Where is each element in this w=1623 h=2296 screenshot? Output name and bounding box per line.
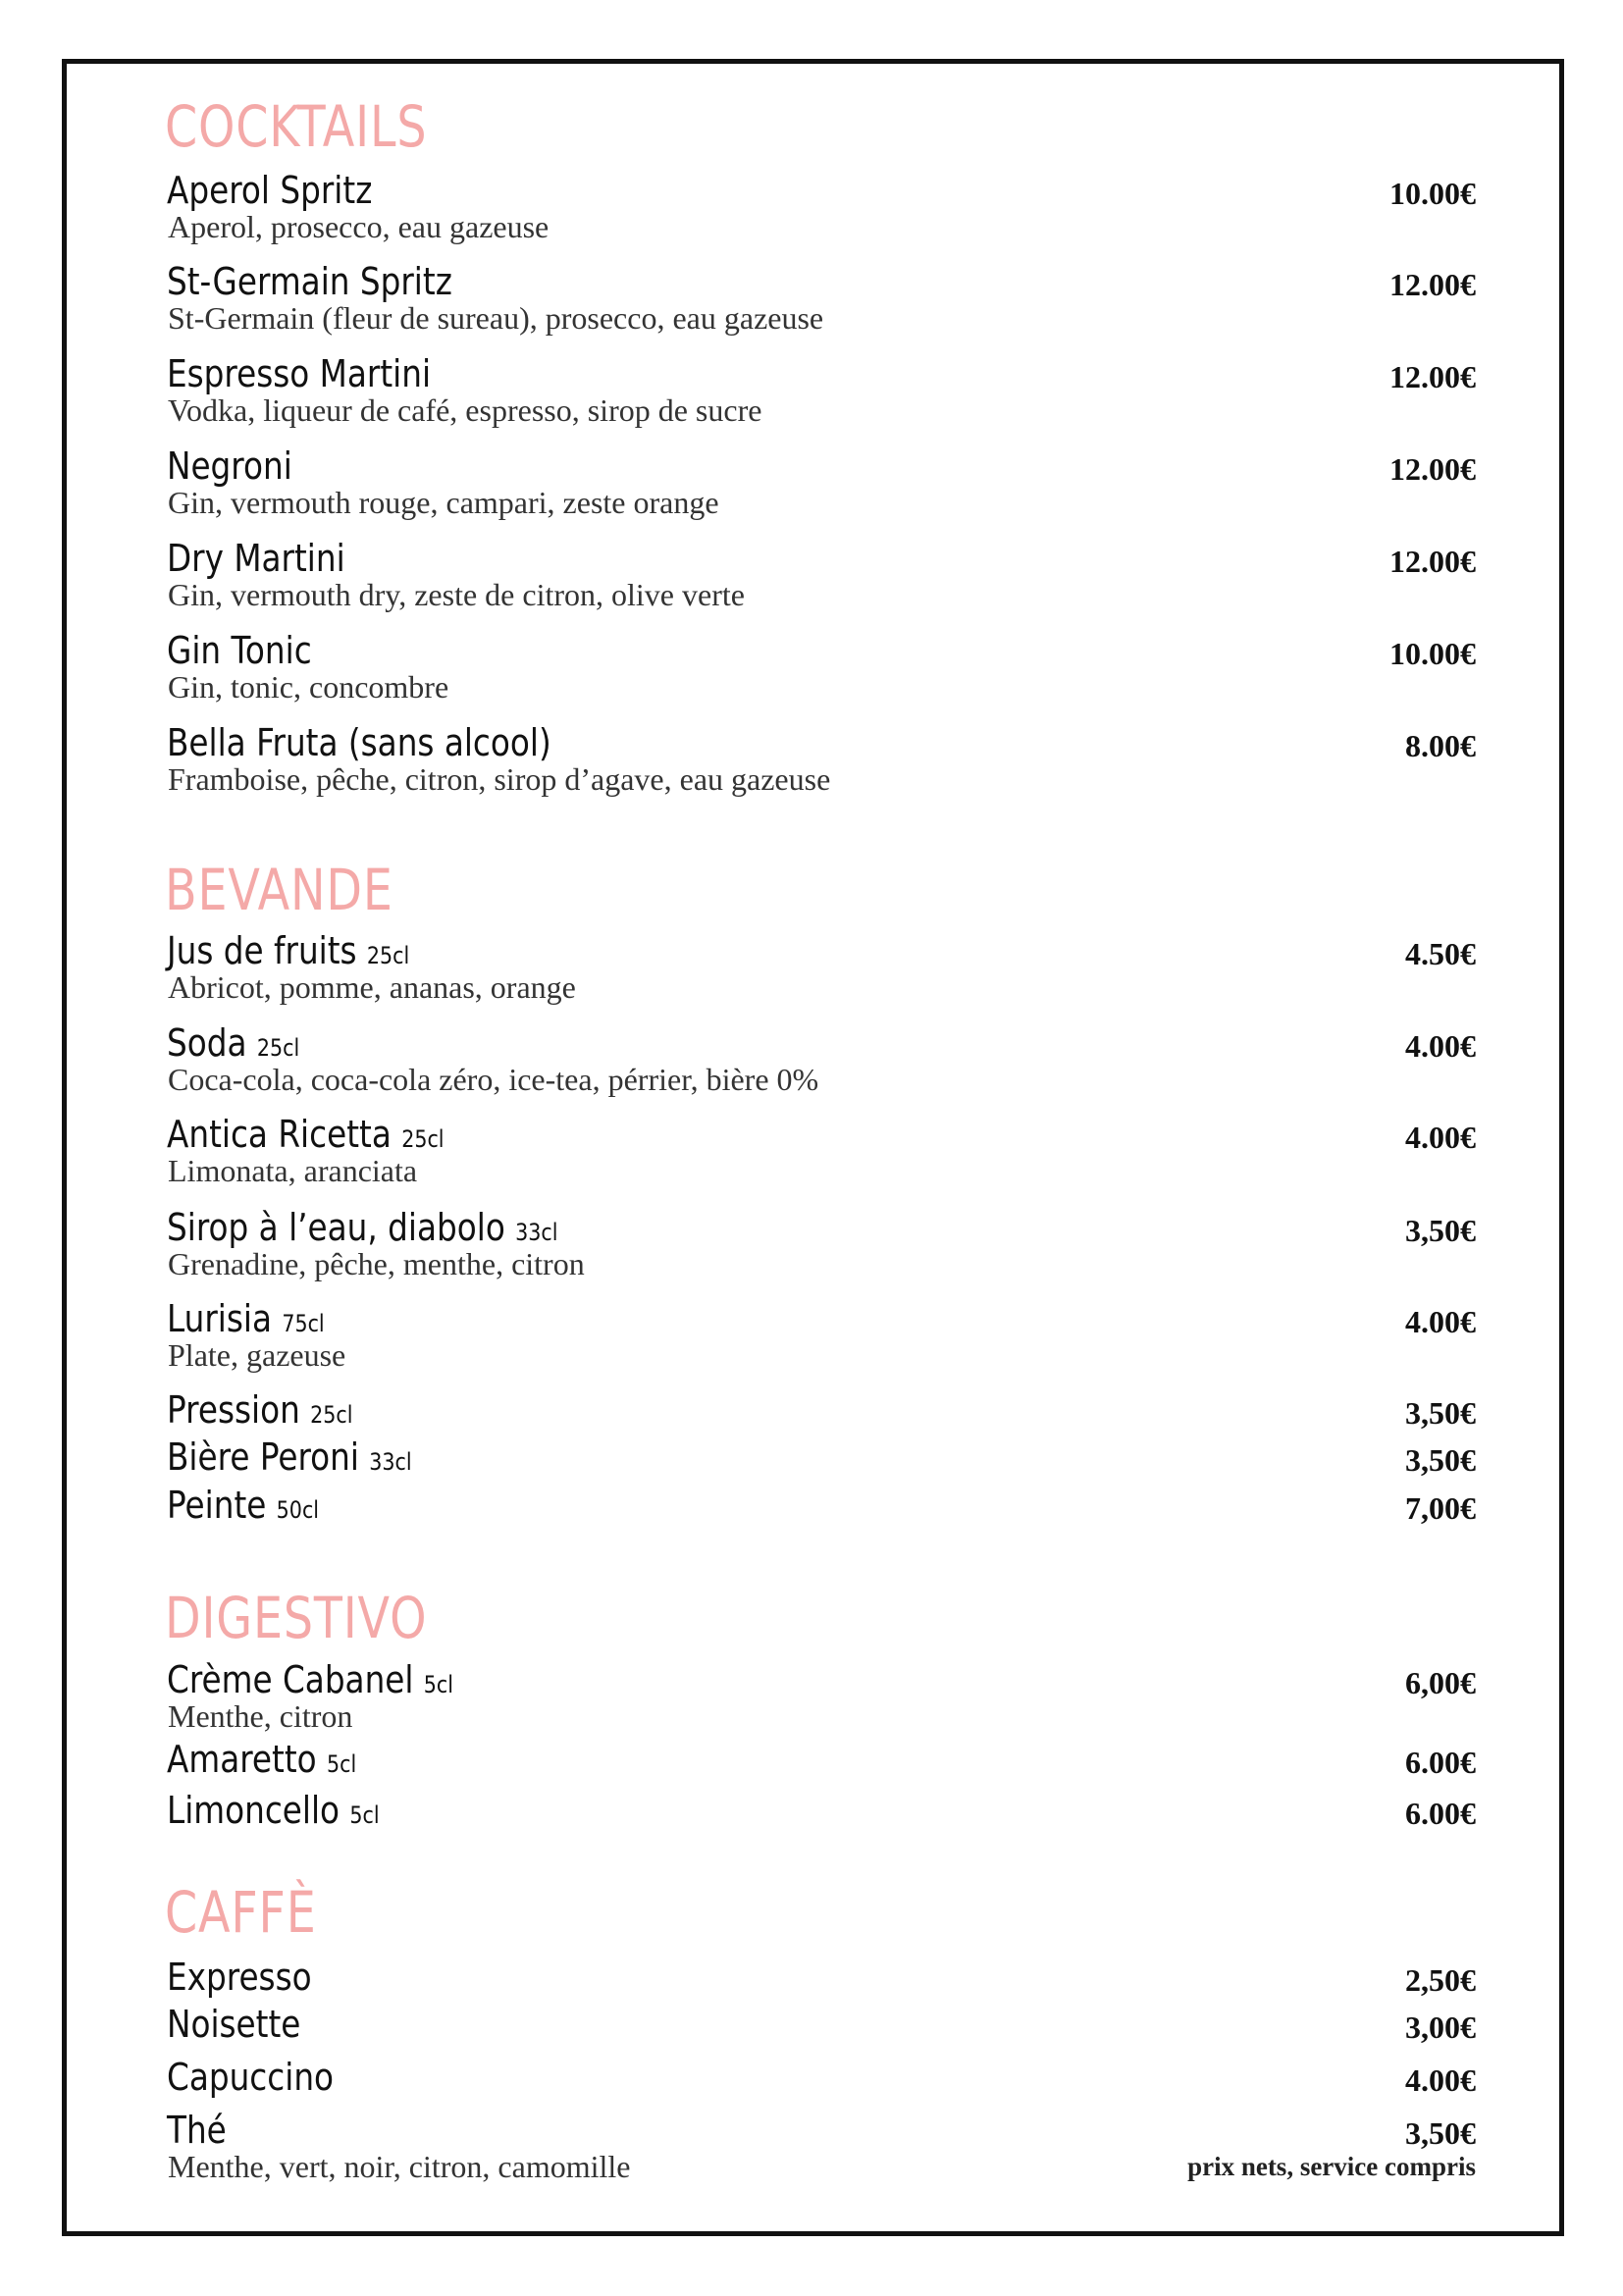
item-description: Gin, vermouth rouge, campari, zeste orange xyxy=(168,485,719,520)
item-description: Menthe, vert, noir, citron, camomille xyxy=(168,2149,631,2184)
item-price: 3,50€ xyxy=(1405,1442,1476,1478)
item-price: 10.00€ xyxy=(1389,176,1476,211)
item-description: Limonata, aranciata xyxy=(168,1153,418,1188)
item-price: 7,00€ xyxy=(1405,1490,1476,1526)
item-name: Bella Fruta (sans alcool) xyxy=(167,721,551,764)
item-price: 12.00€ xyxy=(1389,544,1476,579)
item-volume: 25cl xyxy=(310,1401,353,1429)
item-price: 4.50€ xyxy=(1405,936,1476,971)
item-price: 8.00€ xyxy=(1405,728,1476,763)
item-name: Aperol Spritz xyxy=(167,169,373,212)
item-name: St-Germain Spritz xyxy=(167,260,452,303)
item-name: Noisette xyxy=(167,2003,301,2046)
item-name: Jus de fruits 25cl xyxy=(167,929,410,972)
item-name: Amaretto 5cl xyxy=(167,1738,357,1781)
item-price: 4.00€ xyxy=(1405,1304,1476,1339)
item-name: Negroni xyxy=(167,444,292,488)
item-name: Antica Ricetta 25cl xyxy=(167,1113,445,1156)
item-volume: 25cl xyxy=(256,1034,300,1062)
item-volume: 33cl xyxy=(369,1448,412,1476)
item-description: St-Germain (fleur de sureau), prosecco, eau gazeuse xyxy=(168,300,824,336)
item-price: 12.00€ xyxy=(1389,359,1476,394)
item-description: Abricot, pomme, ananas, orange xyxy=(168,969,576,1005)
item-name: Soda 25cl xyxy=(167,1021,300,1065)
item-name: Gin Tonic xyxy=(167,629,312,672)
item-description: Vodka, liqueur de café, espresso, sirop de sucre xyxy=(168,392,762,428)
item-volume: 5cl xyxy=(349,1801,380,1829)
section-title-cocktails: COCKTAILS xyxy=(165,93,428,160)
item-price: 6.00€ xyxy=(1405,1796,1476,1831)
item-volume: 50cl xyxy=(276,1496,320,1524)
item-price: 4.00€ xyxy=(1405,2062,1476,2098)
item-name: Capuccino xyxy=(167,2056,335,2099)
item-volume: 5cl xyxy=(423,1671,454,1698)
item-name: Bière Peroni 33cl xyxy=(167,1435,412,1479)
item-description: Menthe, citron xyxy=(168,1698,353,1734)
item-name: Crème Cabanel 5cl xyxy=(167,1658,454,1701)
item-name: Limoncello 5cl xyxy=(167,1789,380,1832)
item-price: 2,50€ xyxy=(1405,1962,1476,1998)
item-price: 3,50€ xyxy=(1405,2115,1476,2151)
item-name: Dry Martini xyxy=(167,537,345,580)
item-description: Gin, vermouth dry, zeste de citron, olive verte xyxy=(168,577,745,612)
item-name: Espresso Martini xyxy=(167,352,432,395)
footer-note: prix nets, service compris xyxy=(1187,2152,1476,2181)
item-price: 3,50€ xyxy=(1405,1213,1476,1248)
item-price: 3,50€ xyxy=(1405,1395,1476,1431)
item-volume: 5cl xyxy=(326,1750,357,1778)
item-price: 3,00€ xyxy=(1405,2009,1476,2045)
item-description: Coca-cola, coca-cola zéro, ice-tea, pérrier, bière 0% xyxy=(168,1062,819,1097)
item-name: Sirop à l’eau, diabolo 33cl xyxy=(167,1206,558,1249)
section-title-caffe: CAFFÈ xyxy=(165,1879,317,1946)
item-name: Thé xyxy=(167,2109,227,2152)
item-price: 10.00€ xyxy=(1389,636,1476,671)
item-volume: 25cl xyxy=(401,1125,445,1153)
section-title-digestivo: DIGESTIVO xyxy=(165,1585,428,1651)
item-description: Gin, tonic, concombre xyxy=(168,669,449,704)
item-description: Plate, gazeuse xyxy=(168,1337,346,1373)
item-price: 4.00€ xyxy=(1405,1028,1476,1064)
item-price: 12.00€ xyxy=(1389,451,1476,487)
section-title-bevande: BEVANDE xyxy=(165,857,393,923)
item-name: Peinte 50cl xyxy=(167,1484,320,1527)
item-name: Pression 25cl xyxy=(167,1388,353,1432)
item-price: 12.00€ xyxy=(1389,267,1476,302)
item-description: Aperol, prosecco, eau gazeuse xyxy=(168,209,550,244)
item-volume: 33cl xyxy=(515,1219,558,1246)
item-volume: 25cl xyxy=(366,942,410,969)
item-price: 6,00€ xyxy=(1405,1665,1476,1700)
item-price: 4.00€ xyxy=(1405,1120,1476,1155)
item-price: 6.00€ xyxy=(1405,1745,1476,1780)
item-name: Expresso xyxy=(167,1956,312,1999)
item-volume: 75cl xyxy=(282,1310,325,1337)
item-name: Lurisia 75cl xyxy=(167,1297,325,1340)
item-description: Grenadine, pêche, menthe, citron xyxy=(168,1246,585,1281)
item-description: Framboise, pêche, citron, sirop d’agave, eau gazeuse xyxy=(168,761,831,797)
